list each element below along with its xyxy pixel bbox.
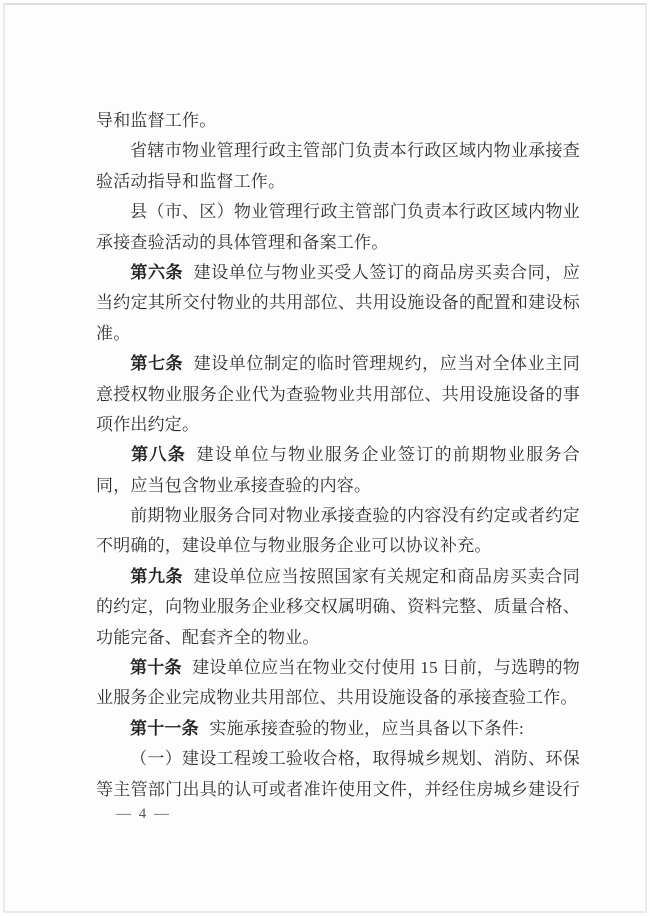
line-text: 建设单位与物业买受人签订的商品房买卖合同，应 xyxy=(193,262,580,282)
text-line xyxy=(96,592,580,622)
line-text: 导和监督工作。 xyxy=(96,111,217,130)
line-text: 承接查验活动的具体管理和备案工作。 xyxy=(96,232,389,252)
text-line xyxy=(96,623,580,653)
text-line xyxy=(96,531,580,561)
text-line xyxy=(96,258,580,288)
line-text: 建设单位与物业服务企业签订的前期物业服务合 xyxy=(196,445,580,465)
text-line xyxy=(96,775,580,805)
page-number: — 4 — xyxy=(116,806,171,822)
line-text: 建设单位应当按照国家有关规定和商品房买卖合同 xyxy=(193,566,580,586)
text-line xyxy=(96,288,580,318)
text-line xyxy=(96,562,580,592)
line-text: 准。 xyxy=(96,323,131,343)
line-text: 县（市、区）物业管理行政主管部门负责本行政区域内物业 xyxy=(130,202,580,222)
line-text: 省辖市物业管理行政主管部门负责本行政区域内物业承接查 xyxy=(130,141,580,161)
text-line xyxy=(96,714,580,744)
article-number: 第十一条 xyxy=(130,718,199,738)
document-body xyxy=(96,106,580,805)
article-number: 第十条 xyxy=(130,658,182,678)
line-text: （一）建设工程竣工验收合格，取得城乡规划、消防、环保 xyxy=(130,749,580,769)
text-line xyxy=(96,319,580,349)
text-line xyxy=(96,683,580,713)
line-text: 业服务企业完成物业共用部位、共用设施设备的承接查验工作。 xyxy=(96,688,578,708)
line-text: 验活动指导和监督工作。 xyxy=(96,171,286,191)
text-line xyxy=(96,440,580,470)
line-text: 实施承接查验的物业，应当具备以下条件: xyxy=(209,718,524,738)
text-line xyxy=(96,471,580,501)
line-text: 当约定其所交付物业的共用部位、共用设施设备的配置和建设标 xyxy=(96,293,580,313)
line-text: 功能完备、配套齐全的物业。 xyxy=(96,627,320,647)
text-line xyxy=(96,136,580,166)
text-line xyxy=(96,197,580,227)
text-line xyxy=(96,410,580,440)
line-text: 不明确的，建设单位与物业服务企业可以协议补充。 xyxy=(96,536,492,556)
line-text: 等主管部门出具的认可或者准许使用文件，并经住房城乡建设行 xyxy=(96,779,580,799)
text-line xyxy=(96,228,580,258)
line-text: 同，应当包含物业承接查验的内容。 xyxy=(96,475,372,495)
article-number: 第六条 xyxy=(130,262,184,282)
article-number: 第七条 xyxy=(130,354,184,374)
text-line xyxy=(96,744,580,774)
line-text: 前期物业服务合同对物业承接查验的内容没有约定或者约定 xyxy=(130,506,580,526)
article-number: 第八条 xyxy=(130,445,187,465)
text-line xyxy=(96,501,580,531)
article-number: 第九条 xyxy=(130,566,184,586)
text-line xyxy=(96,380,580,410)
line-text: 建设单位应当在物业交付使用 15 日前，与选聘的物 xyxy=(192,658,580,678)
text-line xyxy=(96,653,580,683)
text-line xyxy=(96,167,580,197)
line-text: 项作出约定。 xyxy=(96,414,200,434)
line-text: 建设单位制定的临时管理规约，应当对全体业主同 xyxy=(193,354,580,374)
line-text: 的约定，向物业服务企业移交权属明确、资料完整、质量合格、 xyxy=(96,597,580,617)
line-text: 意授权物业服务企业代为查验物业共用部位、共用设施设备的事 xyxy=(96,384,580,404)
text-line xyxy=(96,106,580,136)
text-line xyxy=(96,349,580,379)
